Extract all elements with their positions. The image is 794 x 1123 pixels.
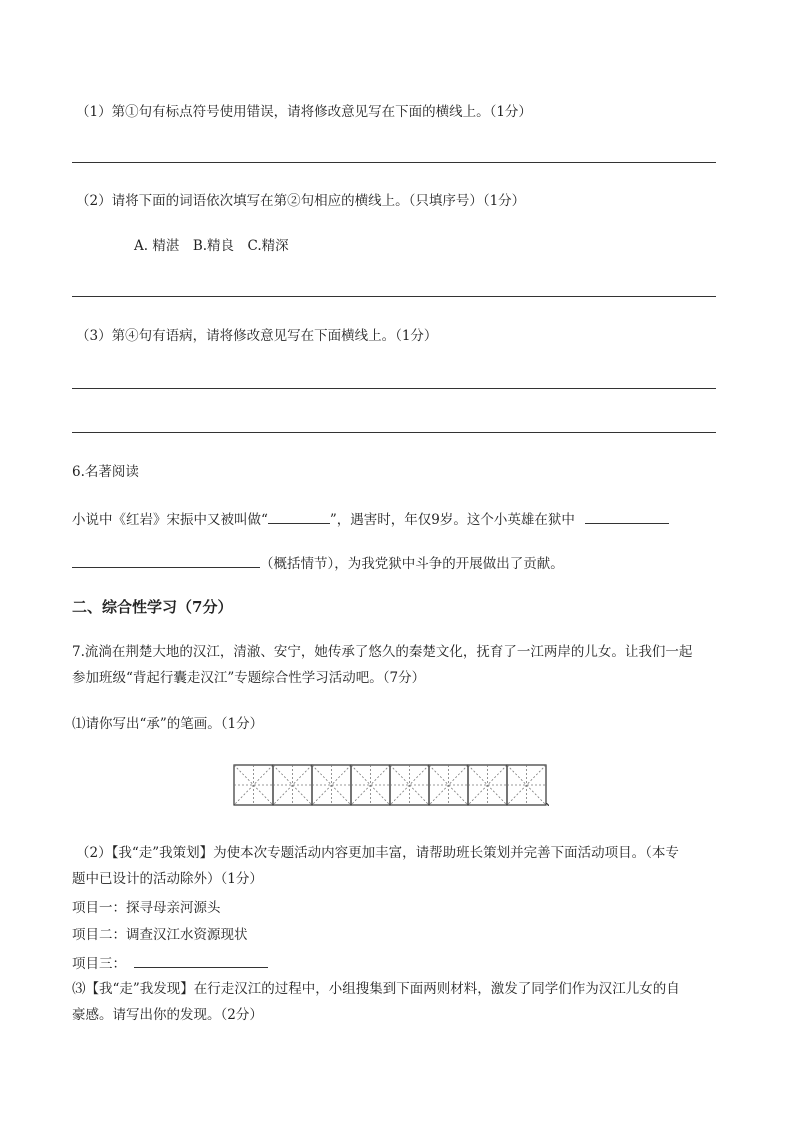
q6-title: 6.名著阅读 — [72, 464, 139, 480]
item-two: 项目二：调查汉江水资源现状 — [72, 927, 248, 943]
answer-line[interactable] — [72, 162, 716, 163]
fill-blank-plot-start[interactable] — [585, 509, 669, 524]
q5-part3: （3）第④句有语病，请将修改意见写在下面横线上。（1分） — [76, 328, 438, 344]
q7-sub3-line2: 豪感。请写出你的发现。（2分） — [72, 1007, 263, 1023]
answer-line[interactable] — [72, 432, 716, 433]
q6-line1-b: ”，遇害时，年仅9岁。这个小英雄在狱中 — [329, 512, 575, 528]
section-heading: 二、综合性学习（7分） — [72, 598, 233, 616]
grid-cell[interactable] — [312, 765, 351, 805]
q7-sub3-line1: ⑶【我“走”我发现】在行走汉江的过程中，小组搜集到下面两则材料，激发了同学们作为汉江儿女的自 — [72, 981, 680, 997]
grid-cell[interactable] — [273, 765, 312, 805]
writing-grid[interactable] — [233, 764, 553, 810]
item-three — [72, 953, 268, 973]
answer-line[interactable] — [72, 296, 716, 297]
writing-grid-svg — [233, 764, 553, 806]
grid-cell[interactable] — [507, 765, 546, 805]
q6-line2-text: （概括情节），为我党狱中斗争的开展做出了贡献。 — [260, 556, 564, 572]
q5-part2: （2）请将下面的词语依次填写在第②句相应的横线上。（只填序号）（1分） — [76, 193, 526, 209]
grid-cell[interactable] — [429, 765, 468, 805]
q7-intro-line2: 参加班级“背起行囊走汉江”专题综合性学习活动吧。（7分） — [72, 670, 426, 686]
q6-line1 — [72, 509, 669, 529]
fill-blank-item-three[interactable] — [134, 953, 268, 968]
q6-line1-a: 小说中《红岩》宋振中又被叫做“ — [72, 512, 268, 528]
q7-intro-line1: 7.流淌在荆楚大地的汉江，清澈、安宁，她传承了悠久的秦楚文化，抚育了一江两岸的儿女。让我们一起 — [72, 644, 693, 660]
q6-line2 — [72, 553, 564, 573]
q5-part1: （1）第①句有标点符号使用错误，请将修改意见写在下面的横线上。（1分） — [76, 104, 532, 120]
answer-line[interactable] — [72, 388, 716, 389]
q5-options: A. 精湛 B.精良 C.精深 — [134, 238, 289, 254]
fill-blank-plot[interactable] — [72, 553, 260, 568]
q7-sub1: ⑴请你写出“承”的笔画。（1分） — [72, 716, 264, 732]
fill-blank-nickname[interactable] — [268, 509, 330, 524]
item-three-label: 项目三： — [72, 956, 126, 972]
q7-sub2-line1: （2）【我“走”我策划】为使本次专题活动内容更加丰富，请帮助班长策划并完善下面活动项目。（本专 — [76, 845, 679, 861]
grid-cell[interactable] — [351, 765, 390, 805]
grid-cell[interactable] — [390, 765, 429, 805]
item-one: 项目一：探寻母亲河源头 — [72, 900, 221, 916]
q7-sub2-line2: 题中已设计的活动除外）（1分） — [72, 871, 263, 887]
grid-tail-mark: 、 — [545, 793, 559, 809]
grid-cell[interactable] — [234, 765, 273, 805]
grid-cell[interactable] — [468, 765, 507, 805]
